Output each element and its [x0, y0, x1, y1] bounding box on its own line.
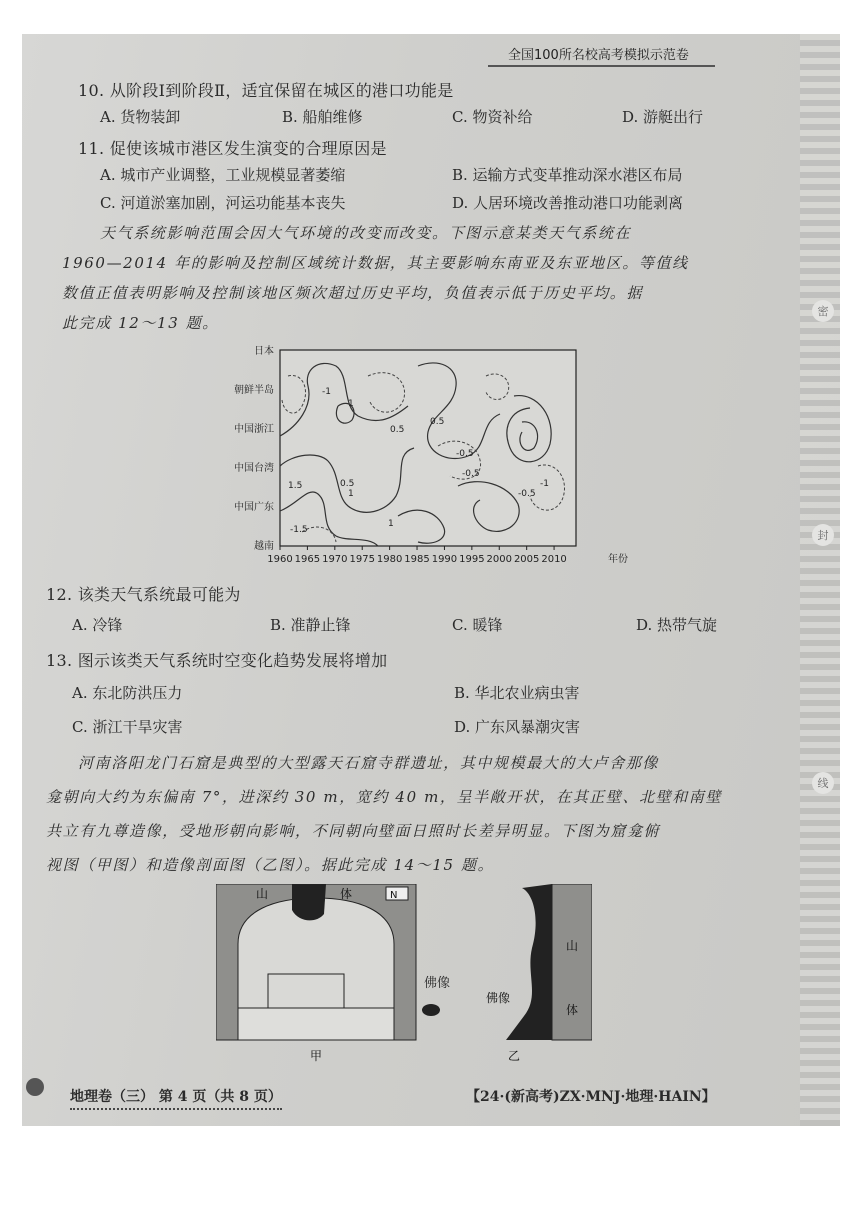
contour-chart: [218, 336, 638, 572]
x-tick-label: 2005: [513, 554, 540, 565]
x-unit-label: 年份: [608, 554, 628, 565]
figure-jia: [216, 884, 426, 1062]
intro1-line-2: 1960—2014 年的影响及控制区域统计数据，其主要影响东南亚及东亚地区。等值线: [62, 254, 689, 272]
q12-option-d: D. 热带气旋: [636, 616, 718, 634]
intro1-line-1: 天气系统影响范围会因大气环境的改变而改变。下图示意某类天气系统在: [100, 224, 632, 242]
page-corner-mark: [26, 1078, 44, 1096]
q12-option-b: B. 准静止锋: [270, 616, 351, 634]
contour-label: 0.5: [390, 425, 405, 435]
q11-option-c: C. 河道淤塞加剧，河运功能基本丧失: [100, 194, 346, 212]
binding-mark-mi: 密: [812, 300, 834, 322]
binding-strip: [800, 34, 840, 1126]
contour-label: 0.5: [340, 479, 355, 489]
yi-buddha-label: 佛像: [486, 991, 511, 1005]
q12-option-c: C. 暖锋: [452, 616, 503, 634]
x-tick-label: 2010: [541, 554, 567, 565]
q13-option-c: C. 浙江干旱灾害: [72, 718, 183, 736]
q12-option-a: A. 冷锋: [72, 616, 123, 634]
contour-label: -0.5: [462, 469, 480, 479]
contour-label: 0.5: [430, 417, 445, 427]
binding-mark-feng: 封: [812, 524, 834, 546]
y-tick-label: 日本: [254, 346, 274, 357]
q10-option-b: B. 船舶维修: [282, 108, 363, 126]
jia-caption: 甲: [310, 1049, 323, 1062]
q13-option-b: B. 华北农业病虫害: [454, 684, 580, 702]
q13-option-d: D. 广东风暴潮灾害: [454, 718, 581, 736]
contour-label: -1: [540, 479, 549, 489]
jia-platform: [238, 1008, 394, 1040]
yi-label-ti: 体: [566, 1003, 579, 1017]
x-tick-label: 1975: [349, 554, 375, 565]
contour-label: 1.5: [288, 481, 303, 491]
exam-page-photo: [22, 34, 840, 1126]
footer-code: 【24·(新高考)ZX·MNJ·地理·HAIN】: [466, 1089, 716, 1105]
binding-mark-xian: 线: [812, 772, 834, 794]
contour-label: -1: [322, 387, 331, 397]
intro2-line-4: 视图（甲图）和造像剖面图（乙图）。据此完成 14～15 题。: [46, 856, 495, 874]
y-tick-label: 朝鲜半岛: [234, 385, 274, 396]
jia-label-shan: 山: [256, 887, 269, 901]
contour-label: -1.5: [290, 525, 308, 535]
page-header: 全国100所名校高考模拟示范卷: [488, 44, 715, 67]
y-tick-label: 中国广东: [234, 502, 274, 513]
q13-stem: 13. 图示该类天气系统时空变化趋势发展将增加: [46, 651, 388, 670]
footer-page-info: 地理卷（三） 第 4 页（共 8 页）: [70, 1086, 282, 1110]
contour-label: 1: [348, 399, 354, 409]
contour-label: -0.5: [518, 489, 536, 499]
x-tick-label: 1960: [267, 554, 293, 565]
contour-label: -0.5: [456, 449, 474, 459]
q10-stem: 10. 从阶段Ⅰ到阶段Ⅱ，适宜保留在城区的港口功能是: [78, 81, 454, 100]
q10-option-c: C. 物资补给: [452, 108, 533, 126]
x-tick-label: 1970: [322, 554, 348, 565]
q13-option-a: A. 东北防洪压力: [72, 684, 183, 702]
yi-statue-section: [506, 884, 552, 1040]
q11-option-d: D. 人居环境改善推动港口功能剥离: [452, 194, 684, 212]
x-tick-label: 1985: [404, 554, 430, 565]
intro1-line-4: 此完成 12～13 题。: [62, 314, 219, 332]
yi-caption: 乙: [508, 1049, 521, 1062]
q11-stem: 11. 促使该城市港区发生演变的合理原因是: [78, 139, 387, 158]
intro2-line-2: 龛朝向大约为东偏南 7°，进深约 30 m，宽约 40 m，呈半敞开状，在其正壁、北壁和南壁: [46, 788, 723, 806]
y-axis-labels: [234, 344, 274, 552]
y-tick-label: 越南: [254, 541, 274, 552]
q10-option-a: A. 货物装卸: [100, 108, 181, 126]
jia-buddha-label: 佛像: [424, 976, 451, 991]
q11-option-b: B. 运输方式变革推动深水港区布局: [452, 166, 683, 184]
contour-label: 1: [388, 519, 394, 529]
y-tick-label: 中国台湾: [234, 463, 274, 474]
jia-label-ti: 体: [340, 887, 353, 901]
x-tick-label: 1965: [294, 554, 321, 565]
contour-chart-svg: [218, 336, 638, 572]
jia-dark-rock: [292, 884, 326, 920]
x-axis-labels: [267, 546, 567, 565]
figure-yi: [462, 884, 592, 1062]
q10-option-d: D. 游艇出行: [622, 108, 704, 126]
x-tick-label: 2000: [486, 554, 512, 565]
q12-stem: 12. 该类天气系统最可能为: [46, 585, 241, 604]
x-tick-label: 1980: [376, 554, 403, 565]
x-tick-label: 1995: [459, 554, 485, 565]
contour-label: 1: [348, 489, 354, 499]
yi-label-shan: 山: [566, 939, 579, 953]
intro1-line-3: 数值正值表明影响及控制该地区频次超过历史平均，负值表示低于历史平均。据: [62, 284, 644, 302]
north-arrow-icon: N: [390, 890, 398, 901]
intro2-line-3: 共立有九尊造像，受地形朝向影响，不同朝向壁面日照时长差异明显。下图为窟龛俯: [46, 822, 661, 840]
plot-area: [280, 350, 576, 546]
intro2-line-1: 河南洛阳龙门石窟是典型的大型露天石窟寺群遗址，其中规模最大的大卢舍那像: [78, 754, 660, 772]
x-tick-label: 1990: [431, 554, 458, 565]
y-tick-label: 中国浙江: [234, 424, 274, 435]
q11-option-a: A. 城市产业调整，工业规模显著萎缩: [100, 166, 346, 184]
buddha-mark: [422, 1004, 440, 1016]
